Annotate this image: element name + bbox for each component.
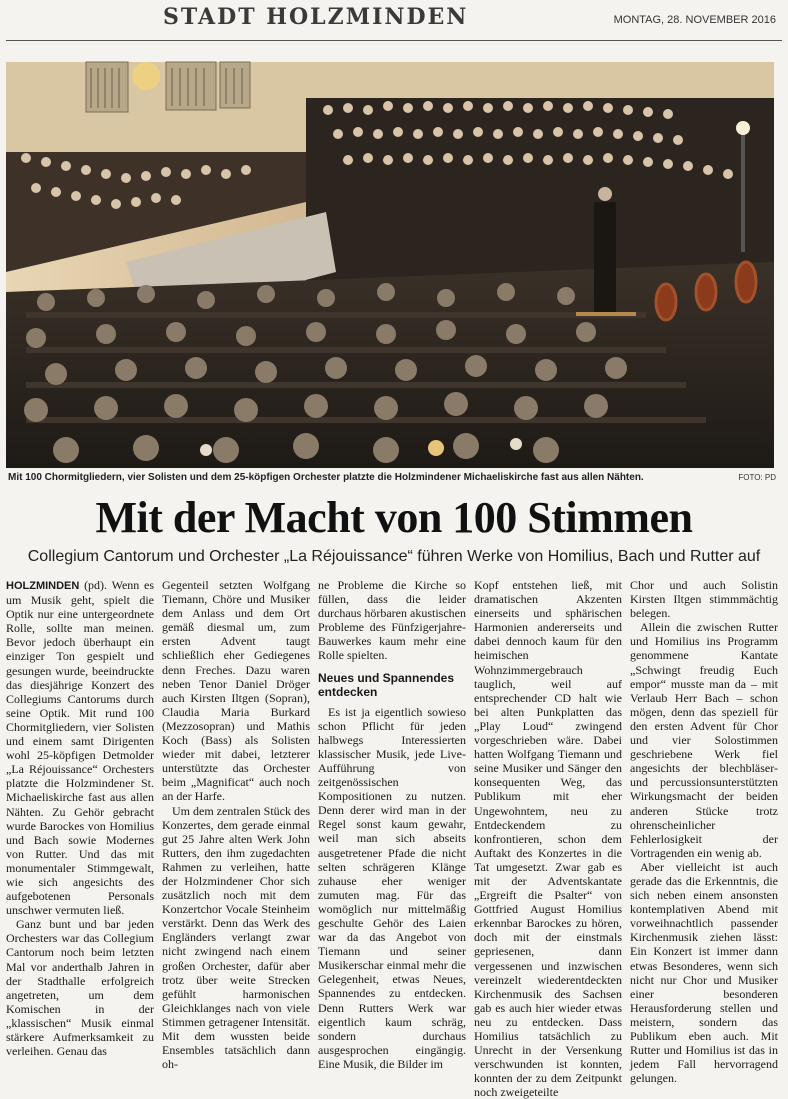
concert-photo-icon xyxy=(6,62,774,468)
paragraph: Aber vielleicht ist auch gerade das die Erkenntnis, die sich neben einem ansonsten kontemplativen Abend mit vorweihnachtlich passender Kirchenmusik ziehen lässt: Ein Konzert ist immer dann etwas Besonderes, wenn sich nicht nur Chor und Musiker einer besonderen Herausforderung stellen und meistern, sondern das Publikum eben auch. Mit Rutter und Homilius ist das in jedem Fall hervorragend gelungen. xyxy=(630,859,778,1086)
page-header xyxy=(0,0,788,44)
paragraph: ne Probleme die Kirche so füllen, dass die leider durchaus hörbaren akustischen Probleme des Fünfzigerjahre-Bauwerkes kaum mehr eine Rolle spielten. xyxy=(318,578,466,663)
paragraph-text: (pd). Wenn es um Musik geht, spielt die Optik nur eine untergeordnete Rolle, sollte man meinen. Bevor jedoch überhaupt ein einziger Ton gespielt und gesungen wurde, beeindruckte das diesjährige Konzert des Collegiums Cantorums durch seine Optik. Mit rund 100 Chormitgliedern, vier Solisten und einem samt Dirigenten wohl 25-köpfigen Detmolder „La Réjouissance“ Orchesters platzte die Holzmindener St. Michaeliskirche fast aus allen Nähten. Zu Gehör gebracht wurde Barockes von Homilius und Bach sowie Modernes von Rutter. Und das mit monumentaler Stimmgewalt, wie sich angesichts des aufgebotenen Personals unschwer vermuten ließ. xyxy=(6,578,154,918)
paragraph: Allein die zwischen Rutter und Homilius ins Programm genommene Kantate „Schwingt freudig Euch empor“ musste man da – mit Verlaub Herr Bach – schon mögen, denn das speziell für den ersten Advent für Chor und vier Solostimmen geschriebene Werk fiel angesichts der blechbläser- und percussionsunterstützten Wirkungsmacht der beiden anderen Stücke trotz ohrenscheinlicher Fehlerlosigkeit der Vortragenden ein wenig ab. xyxy=(630,620,778,860)
article-dateline: HOLZMINDEN xyxy=(6,580,80,592)
paragraph: Es ist ja eigentlich sowieso schon Pflicht für jeden halbwegs Interessierten klassischer Musik, jede Live-Aufführung von zeitgenössischen Kompositionen zu nutzen. Denn derer wird man in der Regel sonst kaum gewahr, weil man sich abseits ausgetretener Pfade die nicht selten schrägeren Klänge zuhause eher weniger zumuten mag. Für das womöglich nur mittelmäßig geschulte Gehör des Laien war da das Angebot von Tiemann und seiner Musikerschar einmal mehr die Gelegenheit, etwas Neues, Spannendes zu entdecken. Denn Rutters Werk war eigentlich kaum schräg, sondern durchaus ausgesprochen eingängig. Eine Musik, die Bilder im xyxy=(318,704,466,1071)
article-column-1 xyxy=(6,578,154,1059)
subheading: Neues und Spannendes entdecken xyxy=(318,670,455,699)
paragraph: Kopf entstehen ließ, mit dramatischen Akzenten einerseits und sphärischen Harmonien andererseits und dabei dennoch kaum für den heimischen Wohnzimmergebrauch tauglich, weil auf entsprechender CD halt wie bei alten Punkplatten das „Play Loud“ zwingend vorgeschrieben wäre. Dabei hatten Wolfgang Tiemann und seine Musiker und Sänger den konsequenten Weg, das Publikum mit eher Ungewohntem, neu zu Entdeckendem zu konfrontieren, schon dem Auftakt des Konzertes in die Tat umgesetzt. Zwar gab es mit der Adventskantate „Ergreift die Psalter“ von Gottfried August Homilius erkennbar Barockes zu hören, doch mit der einstmals gepriesenen, dann vergessenen und inzwischen vereinzelt wiederentdeckten Kirchenmusik des Sachsen gab es auch hier wieder etwas neu zu entdecken. Dass Homilius tatsächlich zu Unrecht in der Versenkung verschwunden ist konnten, konnten der zu dem Zeitpunkt noch zweigeteilte xyxy=(474,578,622,1099)
header-rule xyxy=(6,40,782,41)
issue-date: MONTAG, 28. NOVEMBER 2016 xyxy=(613,14,776,26)
paragraph: Chor und auch Solistin Kirsten Iltgen stimmmächtig belegen. xyxy=(630,578,778,621)
photo-credit: FOTO: PD xyxy=(738,473,776,482)
article-column-4 xyxy=(474,578,622,1099)
section-title: STADT HOLZMINDEN xyxy=(163,4,469,30)
article-column-5 xyxy=(630,578,778,1086)
article-column-2 xyxy=(162,578,310,1072)
headline: Mit der Macht von 100 Stimmen xyxy=(95,493,693,542)
concert-photo xyxy=(6,62,774,468)
paragraph: Gegenteil setzten Wolfgang Tiemann, Chöre und Musiker dem Anlass und dem Ort gemäß diesmal um, zum ersten Advent taugt schließlich eher Gediegenes denn Freches. Dazu waren neben Tenor Daniel Dröger auch Kirsten Iltgen (Sopran), Claudia Maria Burkard (Mezzosopran) und Mathis Koch (Bass) als Solisten wieder mit dabei, letzterer unterstützte das Orchester beim „Magnificat“ auch noch an der Harfe. xyxy=(162,578,310,804)
photo-caption: Mit 100 Chormitgliedern, vier Solisten und dem 25-köpfigen Orchester platzte die Holzmindener Michaeliskirche fast aus allen Nähten. xyxy=(8,472,644,483)
article-body xyxy=(6,578,782,1099)
article-column-3 xyxy=(318,578,466,1071)
paragraph xyxy=(6,578,154,917)
paragraph: Um dem zentralen Stück des Konzertes, dem gerade einmal gut 25 Jahre alten Werk John Rutters, den ihm zugedachten Rahmen zu verleihen, hatte der Holzmindener Chor sich zusätzlich noch mit dem Konzertchor Vocale Steinheim verstärkt. Denn das Werk des Engländers verlangt zwar nicht zwingend nach einem großen Orchester, dafür aber trotz über weite Strecken gefühlt harmonischen Gleichklanges nach von viele Stimmen getragener Intensität. Mit dem wussten beide Ensembles tatsächlich dann oh- xyxy=(162,803,310,1072)
paragraph: Ganz bunt und bar jeden Orchesters war das Collegium Cantorum noch beim letzten Mal vor anderthalb Jahren in der Stadthalle erfolgreich angetreten, um dem Komischen in der „klassischen“ Musik einmal stärkere Aufmerksamkeit zu verleihen. Genau das xyxy=(6,917,154,1059)
subheadline: Collegium Cantorum und Orchester „La Réjouissance“ führen Werke von Homilius, Bach und Rutter auf xyxy=(27,548,761,565)
